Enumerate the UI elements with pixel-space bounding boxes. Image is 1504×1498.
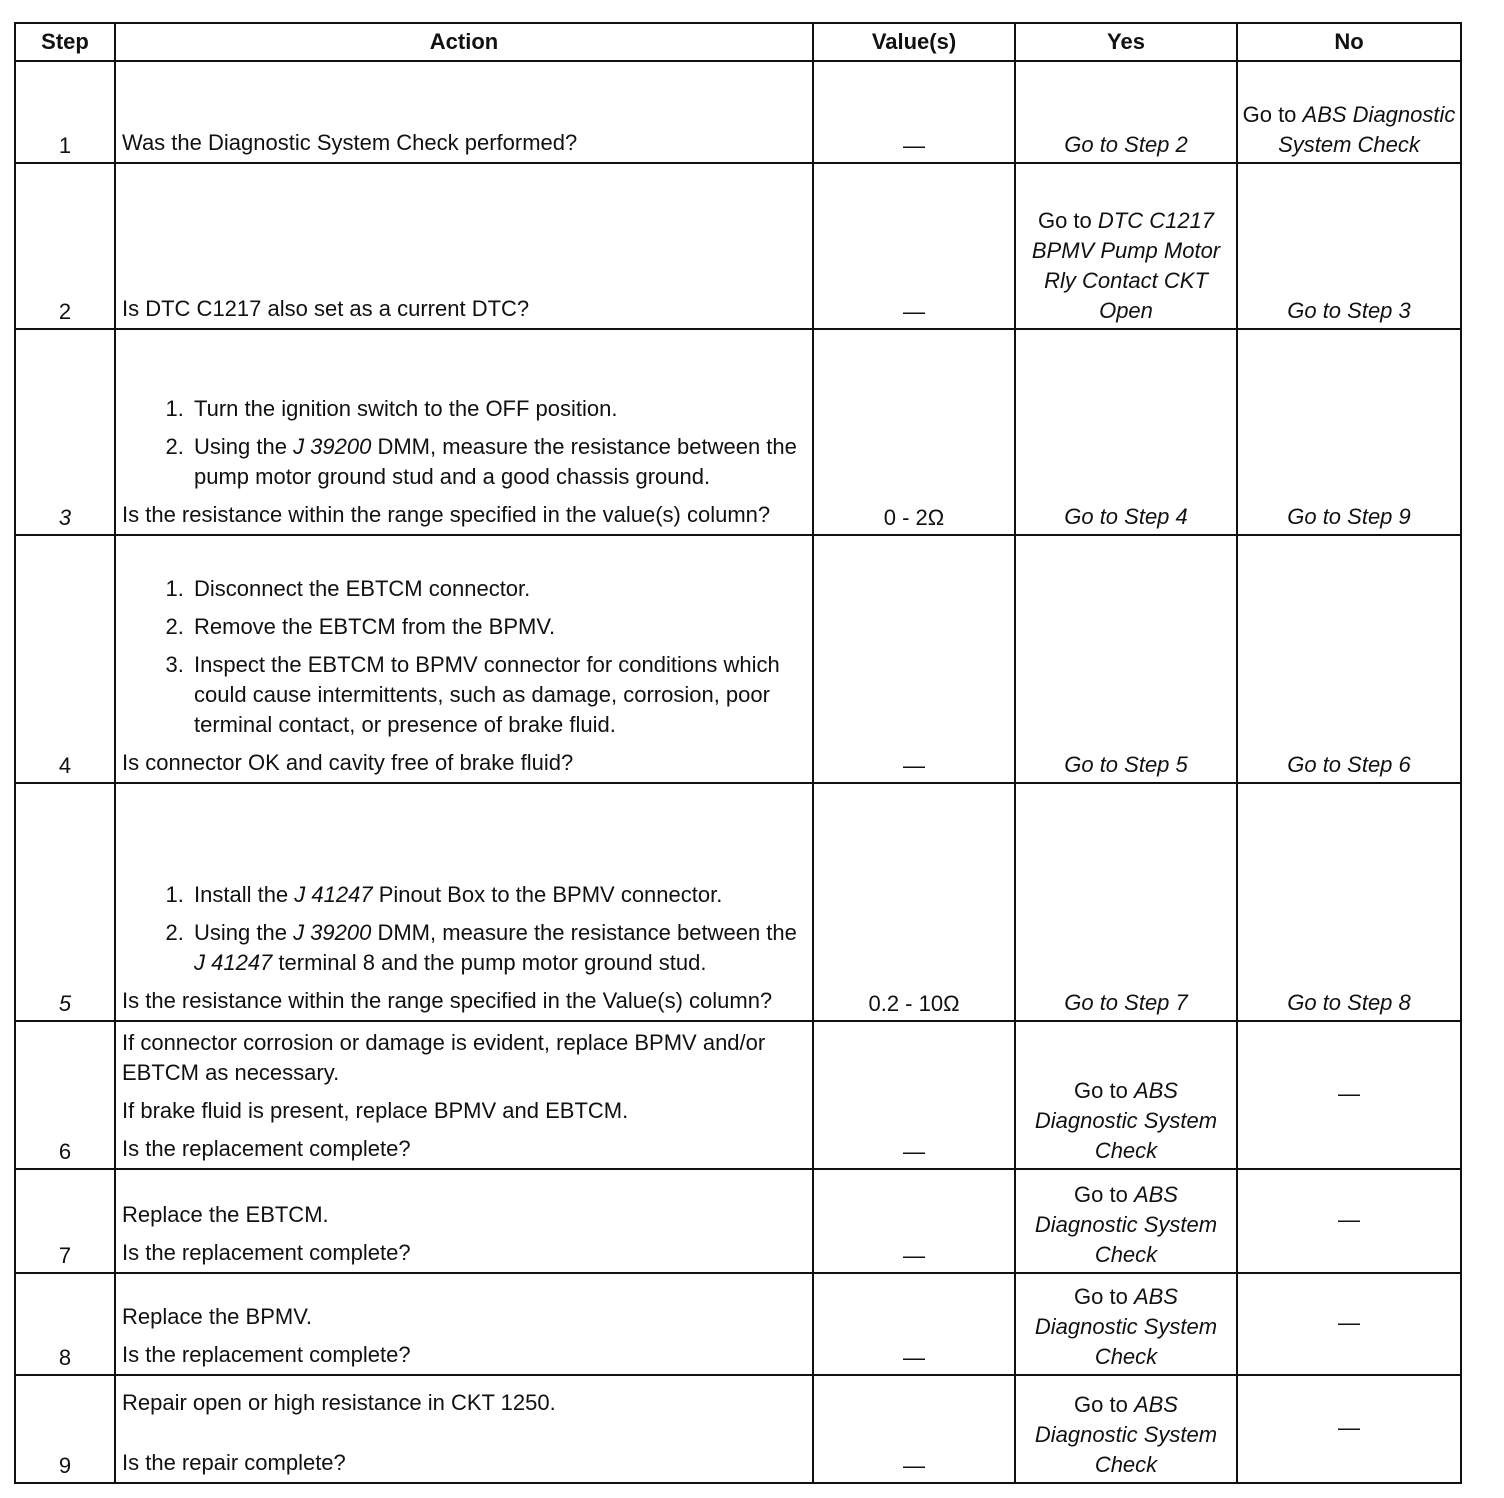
- action-question: Is the replacement complete?: [122, 1240, 411, 1265]
- step-number: 4: [15, 535, 115, 783]
- no-link[interactable]: Go to Step 9: [1287, 504, 1411, 529]
- action-cell: [115, 535, 813, 783]
- yes-cell: [1015, 329, 1237, 535]
- no-cell: [1237, 329, 1461, 535]
- table-row: [15, 329, 1461, 535]
- no-link[interactable]: ABS Diagnostic System Check: [1278, 102, 1456, 157]
- value-cell: 0 - 2Ω: [813, 329, 1015, 535]
- action-paragraph: Repair open or high resistance in CKT 1250.: [122, 1390, 556, 1415]
- yes-prefix: Go to: [1037, 208, 1098, 233]
- yes-link[interactable]: Go to Step 5: [1064, 752, 1188, 777]
- yes-link[interactable]: Go to Step 2: [1064, 132, 1188, 157]
- yes-prefix: Go to: [1074, 1182, 1134, 1207]
- tool-ref: J 39200: [293, 920, 372, 945]
- tool-ref: J 39200: [293, 434, 372, 459]
- action-question: Is the repair complete?: [122, 1450, 346, 1475]
- value-cell: —: [813, 61, 1015, 163]
- no-cell: —: [1237, 1021, 1461, 1169]
- value-cell: 0.2 - 10Ω: [813, 783, 1015, 1021]
- value-cell: —: [813, 1169, 1015, 1273]
- yes-cell: [1015, 1021, 1237, 1169]
- yes-cell: [1015, 783, 1237, 1021]
- table-row: [15, 61, 1461, 163]
- value-cell: —: [813, 1375, 1015, 1483]
- action-step-item: 2. Using the J 39200 DMM, measure the resistance between the pump motor ground stud and a good chassis ground.: [190, 432, 804, 492]
- yes-cell: [1015, 1273, 1237, 1375]
- no-cell: [1237, 783, 1461, 1021]
- no-cell: [1237, 163, 1461, 329]
- header-values: Value(s): [813, 23, 1015, 61]
- yes-link[interactable]: ABS Diagnostic System Check: [1034, 1078, 1218, 1163]
- yes-cell: [1015, 163, 1237, 329]
- action-question: Is connector OK and cavity free of brake fluid?: [122, 750, 574, 775]
- header-row: [15, 23, 1461, 61]
- header-no: No: [1237, 23, 1461, 61]
- no-prefix: Go to: [1242, 102, 1303, 127]
- yes-cell: [1015, 535, 1237, 783]
- step-number: 6: [15, 1021, 115, 1169]
- yes-link[interactable]: Go to Step 4: [1064, 504, 1188, 529]
- step-number: 2: [15, 163, 115, 329]
- table-row: [15, 163, 1461, 329]
- action-cell: [115, 163, 813, 329]
- diagnostic-table: [14, 22, 1462, 1484]
- no-link[interactable]: Go to Step 3: [1287, 298, 1411, 323]
- action-cell: [115, 61, 813, 163]
- yes-prefix: Go to: [1074, 1284, 1134, 1309]
- action-step-item: 1. Install the J 41247 Pinout Box to the BPMV connector.: [190, 880, 804, 910]
- step-number: 5: [15, 783, 115, 1021]
- yes-link[interactable]: Go to Step 7: [1064, 990, 1188, 1015]
- action-paragraph: Replace the EBTCM.: [122, 1202, 329, 1227]
- action-cell: [115, 1169, 813, 1273]
- value-cell: —: [813, 1273, 1015, 1375]
- step-number: 1: [15, 61, 115, 163]
- action-cell: [115, 783, 813, 1021]
- yes-cell: [1015, 61, 1237, 163]
- action-cell: [115, 329, 813, 535]
- step-number: 9: [15, 1375, 115, 1483]
- no-link[interactable]: Go to Step 8: [1287, 990, 1411, 1015]
- yes-link[interactable]: ABS Diagnostic System Check: [1034, 1182, 1218, 1267]
- yes-prefix: Go to: [1074, 1392, 1134, 1417]
- value-cell: —: [813, 535, 1015, 783]
- action-question: Is DTC C1217 also set as a current DTC?: [122, 296, 530, 321]
- table-row: [15, 1375, 1461, 1483]
- value-cell: —: [813, 1021, 1015, 1169]
- action-step-item: 1. Turn the ignition switch to the OFF position.: [190, 394, 804, 424]
- value-cell: —: [813, 163, 1015, 329]
- action-question: Is the replacement complete?: [122, 1136, 411, 1161]
- step-number: 8: [15, 1273, 115, 1375]
- action-paragraph: If brake fluid is present, replace BPMV and EBTCM.: [122, 1098, 629, 1123]
- no-cell: —: [1237, 1375, 1461, 1483]
- step-number: 7: [15, 1169, 115, 1273]
- header-action: Action: [115, 23, 813, 61]
- yes-link[interactable]: DTC C1217 BPMV Pump Motor Rly Contact CKT Open: [1031, 208, 1221, 323]
- action-step-item: 3. Inspect the EBTCM to BPMV connector for conditions which could cause intermittents, such as damage, corrosion, poor terminal contact, or presence of brake fluid.: [190, 650, 804, 740]
- no-cell: —: [1237, 1169, 1461, 1273]
- action-step-item: 2. Using the J 39200 DMM, measure the resistance between the J 41247 terminal 8 and the pump motor ground stud.: [190, 918, 804, 978]
- table-row: [15, 1169, 1461, 1273]
- header-yes: Yes: [1015, 23, 1237, 61]
- action-question: Is the resistance within the range specified in the Value(s) column?: [122, 988, 773, 1013]
- header-step: Step: [15, 23, 115, 61]
- no-cell: [1237, 535, 1461, 783]
- tool-ref: J 41247: [194, 950, 273, 975]
- action-steps: [122, 394, 804, 492]
- action-question: Is the replacement complete?: [122, 1342, 411, 1367]
- action-cell: [115, 1021, 813, 1169]
- no-link[interactable]: Go to Step 6: [1287, 752, 1411, 777]
- yes-cell: [1015, 1169, 1237, 1273]
- table-row: [15, 535, 1461, 783]
- yes-prefix: Go to: [1074, 1078, 1134, 1103]
- tool-ref: J 41247: [294, 882, 373, 907]
- no-cell: —: [1237, 1273, 1461, 1375]
- yes-cell: [1015, 1375, 1237, 1483]
- action-cell: [115, 1375, 813, 1483]
- action-question: Is the resistance within the range specified in the value(s) column?: [122, 502, 771, 527]
- yes-link[interactable]: ABS Diagnostic System Check: [1034, 1284, 1218, 1369]
- table-row: [15, 783, 1461, 1021]
- action-step-item: 1. Disconnect the EBTCM connector.: [190, 574, 804, 604]
- action-paragraph: If connector corrosion or damage is evident, replace BPMV and/or EBTCM as necessary.: [122, 1030, 766, 1085]
- action-question: Was the Diagnostic System Check performed?: [122, 130, 578, 155]
- yes-link[interactable]: ABS Diagnostic System Check: [1034, 1392, 1218, 1477]
- step-number: 3: [15, 329, 115, 535]
- no-cell: [1237, 61, 1461, 163]
- action-paragraph: Replace the BPMV.: [122, 1304, 312, 1329]
- action-steps: [122, 574, 804, 740]
- action-steps: [122, 880, 804, 978]
- table-row: [15, 1021, 1461, 1169]
- action-cell: [115, 1273, 813, 1375]
- action-step-item: 2. Remove the EBTCM from the BPMV.: [190, 612, 804, 642]
- table-row: [15, 1273, 1461, 1375]
